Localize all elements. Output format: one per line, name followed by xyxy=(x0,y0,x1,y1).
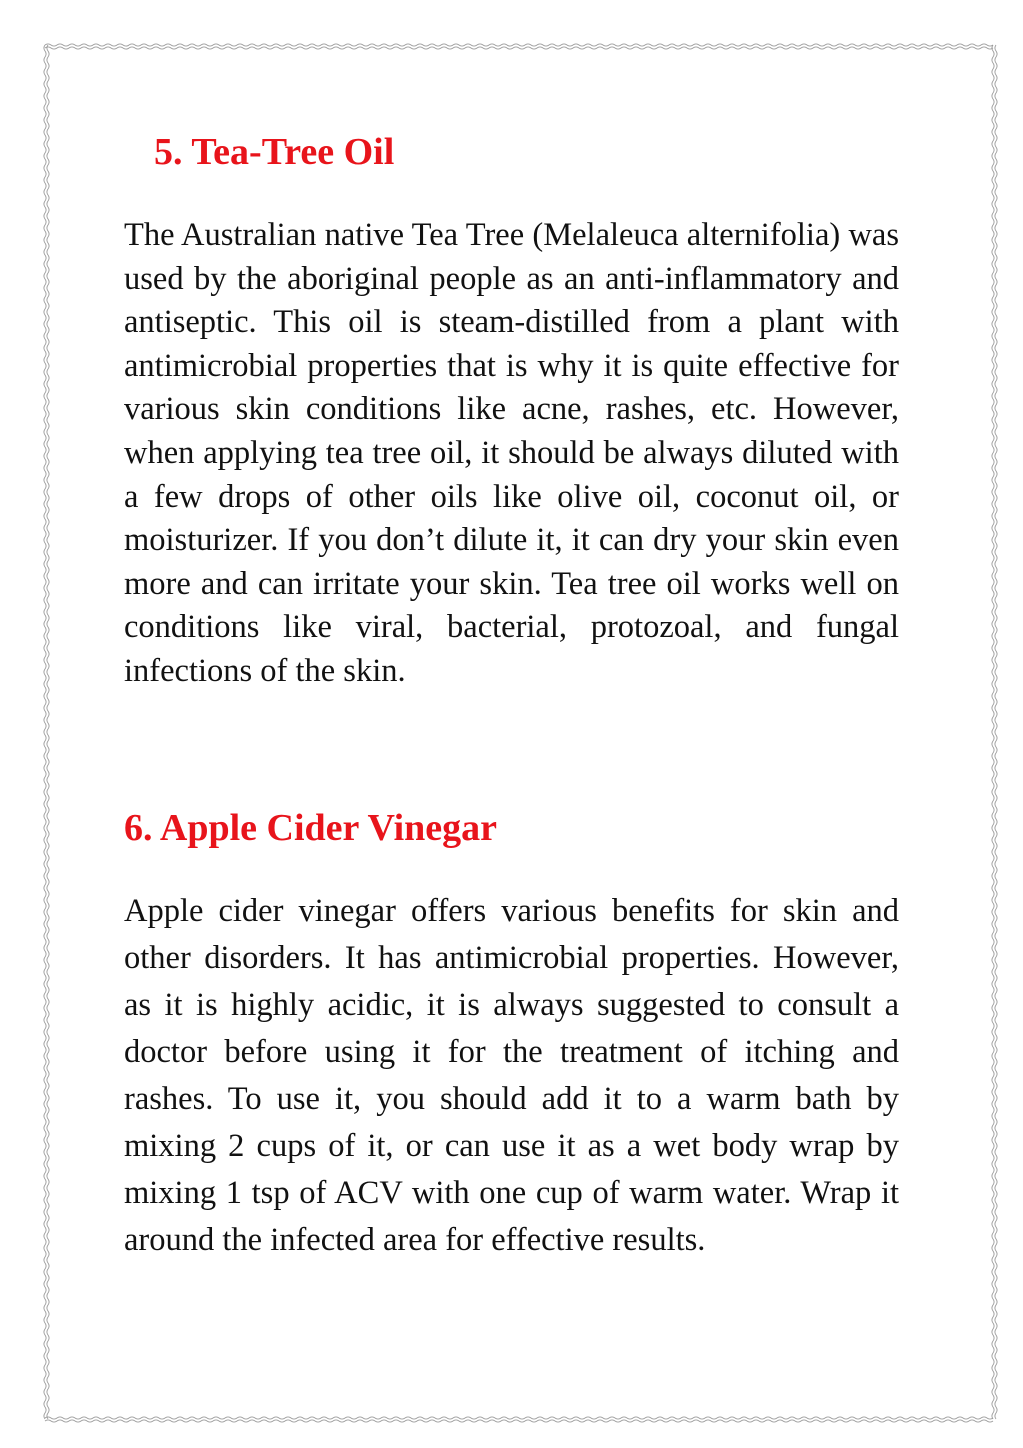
paragraph-apple-cider-vinegar: Apple cider vinegar offers various benefits for skin and other disorders. It has antimicrobial properties. However, as it is highly acidic, it is always suggested to consult a doctor before using it for the treatment of itching and rashes. To use it, you should add it to a warm bath by mixing 2 cups of it, or can use it as a wet body wrap by mixing 1 tsp of ACV with one cup of warm water. Wrap it around the infected area for effective results. xyxy=(124,893,899,1258)
border-wave-line xyxy=(992,45,994,1419)
section-heading-apple-cider-vinegar: 6. Apple Cider Vinegar xyxy=(124,807,497,849)
border-wave-line xyxy=(47,45,49,1419)
border-wave-line xyxy=(45,44,993,46)
paragraph-tea-tree-oil: The Australian native Tea Tree (Melaleuca alternifolia) was used by the aboriginal people as an anti-inflammatory and antiseptic. This oil is steam-distilled from a plant with antimicrobial properties that is why it is quite effective for various skin conditions like acne, rashes, etc. However, when applying tea tree oil, it should be always diluted with a few drops of other oils like olive oil, coconut oil, or moisturizer. If you don’t dilute it, it can dry your skin even more and can irritate your skin. Tea tree oil works well on conditions like viral, bacterial, protozoal, and fungal infections of the skin. xyxy=(124,217,899,689)
border-wave-line xyxy=(44,45,46,1419)
section-heading-tea-tree-oil: 5. Tea-Tree Oil xyxy=(154,131,395,173)
border-wave-line xyxy=(995,45,997,1419)
border-wave-line xyxy=(45,1420,993,1422)
border-wave-line xyxy=(45,47,993,49)
border-wave-line xyxy=(45,1417,993,1419)
